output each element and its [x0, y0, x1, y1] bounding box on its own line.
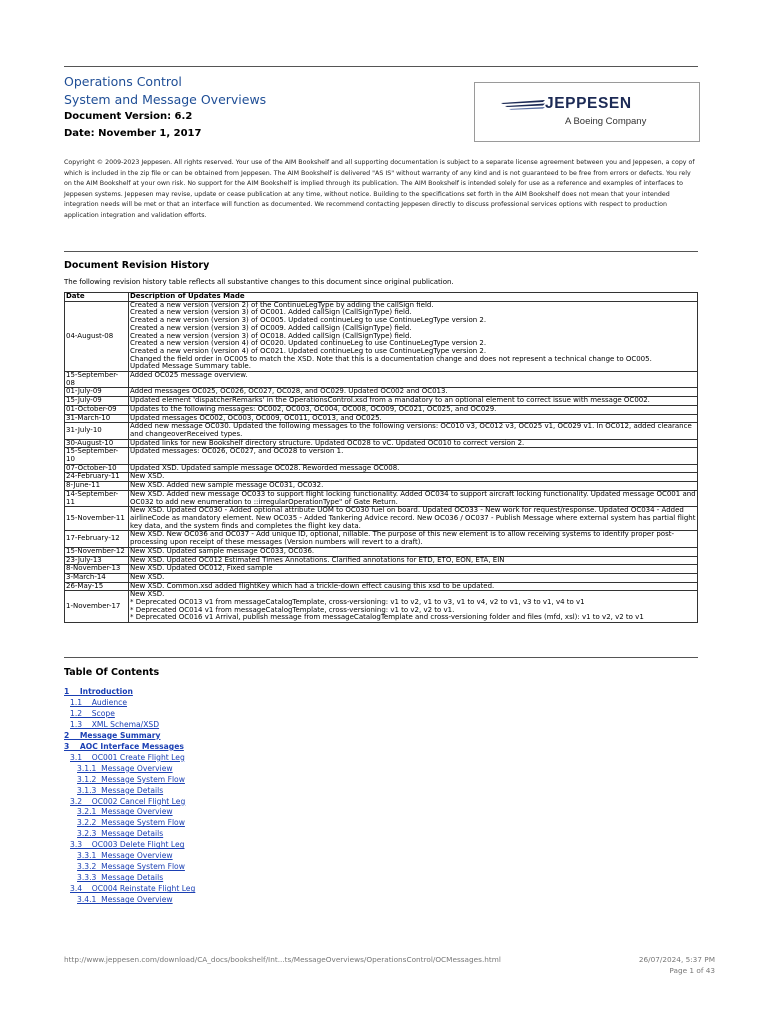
- table-row: [65, 531, 698, 547]
- table-row: [65, 423, 698, 439]
- revision-date-cell: 26-May-15: [65, 582, 129, 591]
- toc-link[interactable]: 3.2 OC002 Cancel Flight Leg: [70, 796, 186, 806]
- footer-url: http://www.jeppesen.com/download/CA_docs/bookshelf/Int...ts/MessageOverviews/OperationsControl/OCMessages.html: [64, 955, 501, 964]
- revision-date-cell: 04-August-08: [65, 301, 129, 371]
- revision-description-cell: New XSD. Updated OC012 Estimated Times Annotations. Clarified annotations for ETD, ETO, EON, ETA, EIN: [129, 556, 698, 565]
- top-rule: [64, 66, 698, 67]
- toc-link[interactable]: 3.2.2 Message System Flow: [77, 818, 185, 828]
- revision-description-cell: Updated XSD. Updated sample message OC028. Reworded message OC008.: [129, 464, 698, 473]
- column-header-date: Date: [65, 293, 129, 302]
- revision-date-cell: 3-March-14: [65, 573, 129, 582]
- revision-description-cell: Added messages OC025, OC026, OC027, OC028, and OC029. Updated OC002 and OC013.: [129, 388, 698, 397]
- revision-description-cell: Updated messages: OC026, OC027, and OC028 to version 1.: [129, 448, 698, 464]
- revision-date-cell: 01-July-09: [65, 388, 129, 397]
- revision-date-cell: 8-November-13: [65, 565, 129, 574]
- revision-date-cell: 15-September-10: [65, 448, 129, 464]
- revision-history-intro: The following revision history table reflects all substantive changes to this document since original publication.: [64, 278, 454, 286]
- table-row: [65, 591, 698, 623]
- footer-page-number: Page 1 of 43: [669, 966, 715, 975]
- revision-history-table: [64, 292, 698, 623]
- revision-history-heading: Document Revision History: [64, 260, 210, 271]
- table-row: [65, 547, 698, 556]
- revision-description-cell: Updates to the following messages: OC002, OC003, OC004, OC008, OC009, OC021, OC025, and OC029.: [129, 405, 698, 414]
- revision-date-cell: 15-July-09: [65, 397, 129, 406]
- copyright-notice: Copyright © 2009-2023 Jeppesen. All rights reserved. Your use of the AIM Bookshelf and all supporting documentation is subject to a separate license agreement between you and Jeppesen, a copy of which is included in the zip file or can be obtained from Jeppesen. The AIM Bookshelf is delivered "AS IS" without warranty of any kind and is not guaranteed to be free from errors or defects. You rely on the AIM Bookshelf at your own risk. No support for the AIM Bookshelf is implied through its publication. The AIM Bookshelf is intended solely for use as a reference and examples of interfaces to Jeppesen systems. Jeppesen may revise, update or cease publication at any time, without notice. Building to the specifications set forth in the AIM Bookshelf does not mean that your intended integration needs will be met or that an interface will function as documented. We recommend contacting Jeppesen directly to discuss professional services options with respect to production application integration and validation efforts.: [64, 159, 695, 219]
- revision-description-cell: Created a new version (version 2) of the ContinueLegType by adding the callSign field. Created a new version (version 3) of OC001. Added callSign (CallSignType) field. Created a new version (version 3) of OC005. Updated continueLeg to use ContinueLegType version 2. Created a new version (version 3) of OC009. Added callSign (CallSignType) field. Created a new version (version 3) of OC018. Added callSign (CallSignType) field. Created a new version (version 4) of OC020. Updated continueLeg to use ContinueLegType version 2. Created a new version (version 4) of OC021. Updated continueLeg to use ContinueLegType version 2. Changed the field order in OC005 to match the XSD. Note that this is a documentation change and does not represent a technical change to OC005. Updated Message Summary table.: [129, 301, 698, 371]
- toc-link[interactable]: 3.3.1 Message Overview: [77, 851, 173, 861]
- logo-tagline: A Boeing Company: [565, 116, 647, 127]
- table-row: [65, 448, 698, 464]
- toc-link[interactable]: 3.3.2 Message System Flow: [77, 862, 185, 872]
- revision-description-cell: New XSD. Added new sample message OC031, OC032.: [129, 482, 698, 491]
- document-version: Document Version: 6.2: [64, 111, 193, 122]
- table-row: [65, 301, 698, 371]
- toc-link[interactable]: 1.1 Audience: [70, 697, 128, 707]
- revision-date-cell: 15-November-11: [65, 507, 129, 531]
- revision-description-cell: New XSD. * Deprecated OC013 v1 from messageCatalogTemplate, cross-versioning: v1 to v2, v1 to v3, v1 to v4, v2 to v1, v3 to v1, v4 to v1 * Deprecated OC014 v1 from messageCatalogTemplate, cross-versioning: v1 to v2, v2 to v1. * Deprecated OC016 v1 Arrival, publish message from messageCatalogTemplate and cross-versioning folder and files (mfd, xsl): v1 to v2, v2 to v1: [129, 591, 698, 623]
- revision-date-cell: 01-October-09: [65, 405, 129, 414]
- table-of-contents: [64, 687, 195, 906]
- toc-rule: [64, 657, 698, 658]
- toc-link[interactable]: 3.1 OC001 Create Flight Leg: [70, 752, 185, 762]
- revision-date-cell: 1-November-17: [65, 591, 129, 623]
- jeppesen-logo: [474, 82, 700, 142]
- toc-link[interactable]: 1 Introduction: [64, 687, 133, 696]
- jeppesen-swoosh-icon: [499, 97, 547, 111]
- toc-link[interactable]: 1.3 XML Schema/XSD: [70, 719, 160, 729]
- toc-link[interactable]: 2 Message Summary: [64, 730, 161, 740]
- revision-date-cell: 23-July-13: [65, 556, 129, 565]
- toc-link[interactable]: 3.3 OC003 Delete Flight Leg: [70, 840, 185, 850]
- toc-link[interactable]: 3.2.3 Message Details: [77, 829, 164, 839]
- revision-date-cell: 17-February-12: [65, 531, 129, 547]
- revision-description-cell: Updated links for new Bookshelf directory structure. Updated OC028 to vC. Updated OC010 to correct version 2.: [129, 439, 698, 448]
- section-rule: [64, 251, 698, 252]
- table-row: [65, 507, 698, 531]
- revision-date-cell: 8-June-11: [65, 482, 129, 491]
- document-date: Date: November 1, 2017: [64, 128, 202, 139]
- toc-link[interactable]: 3.1.3 Message Details: [77, 785, 164, 795]
- table-row: [65, 372, 698, 388]
- revision-date-cell: 24-February-11: [65, 473, 129, 482]
- revision-description-cell: New XSD. Updated OC030 - Added optional attribute UOM to OC030 fuel on board. Updated OC033 - New work for request/response. Updated OC034 - Added airlineCode as mandatory element. New OC035 - Added Tankering Advice record. New OC036 / OC037 - Publish Message where external system has partial flight key data, and the system finds and completes the flight key data.: [129, 507, 698, 531]
- revision-description-cell: New XSD. Updated sample message OC033, OC036.: [129, 547, 698, 556]
- revision-date-cell: 15-September-08: [65, 372, 129, 388]
- toc-link[interactable]: 3.1.2 Message System Flow: [77, 774, 185, 784]
- revision-date-cell: 30-August-10: [65, 439, 129, 448]
- revision-date-cell: 31-March-10: [65, 414, 129, 423]
- table-header-row: [65, 293, 698, 302]
- revision-date-cell: 31-July-10: [65, 423, 129, 439]
- table-row: [65, 405, 698, 414]
- revision-description-cell: New XSD. Updated OC012, Fixed sample: [129, 565, 698, 574]
- footer-datetime: 26/07/2024, 5:37 PM: [638, 955, 715, 964]
- revision-description-cell: New XSD.: [129, 573, 698, 582]
- toc-link[interactable]: 3.2.1 Message Overview: [77, 807, 173, 817]
- toc-link[interactable]: 3.3.3 Message Details: [77, 873, 164, 883]
- toc-link[interactable]: 3.4.1 Message Overview: [77, 895, 173, 905]
- logo-wordmark: JEPPESEN: [545, 95, 632, 112]
- revision-date-cell: 14-September-11: [65, 490, 129, 506]
- revision-description-cell: New XSD. New OC036 and OC037 - Add unique ID, optional, nillable. The purpose of this new element is to allow receiving systems to identify proper post-processing upon receipt of these messages (Version numbers will revert to a draft).: [129, 531, 698, 547]
- document-subtitle: System and Message Overviews: [64, 92, 267, 107]
- column-header-description: Description of Updates Made: [129, 293, 698, 302]
- toc-link[interactable]: 3.1.1 Message Overview: [77, 763, 173, 773]
- revision-description-cell: Updated messages OC002, OC003, OC009, OC011, OC013, and OC025.: [129, 414, 698, 423]
- revision-description-cell: Added OC025 message overview.: [129, 372, 698, 388]
- revision-date-cell: 15-November-12: [65, 547, 129, 556]
- table-row: [65, 490, 698, 506]
- revision-description-cell: New XSD. Common.xsd added flightKey which had a trickle-down effect causing this xsd to be updated.: [129, 582, 698, 591]
- toc-link[interactable]: 1.2 Scope: [70, 708, 115, 718]
- toc-heading: Table Of Contents: [64, 667, 160, 678]
- toc-link[interactable]: 3 AOC Interface Messages: [64, 741, 184, 751]
- revision-date-cell: 07-October-10: [65, 464, 129, 473]
- revision-description-cell: Added new message OC030. Updated the following messages to the following versions: OC010 v3, OC012 v3, OC025 v1, OC029 v1. In OC012, added clearance and changeoverReceived types.: [129, 423, 698, 439]
- toc-link[interactable]: 3.4 OC004 Reinstate Flight Leg: [70, 884, 196, 894]
- document-title: Operations Control: [64, 74, 182, 89]
- table-row: [65, 573, 698, 582]
- revision-description-cell: New XSD.: [129, 473, 698, 482]
- revision-description-cell: Updated element 'dispatcherRemarks' in the OperationsControl.xsd from a mandatory to an optional element to correct issue with message OC002.: [129, 397, 698, 406]
- revision-description-cell: New XSD. Added new message OC033 to support flight locking functionality. Added OC034 to support aircraft locking functionality. Updated message OC001 and OC032 to add new enumeration to ::irregularOperationType" of Gate Return.: [130, 489, 696, 506]
